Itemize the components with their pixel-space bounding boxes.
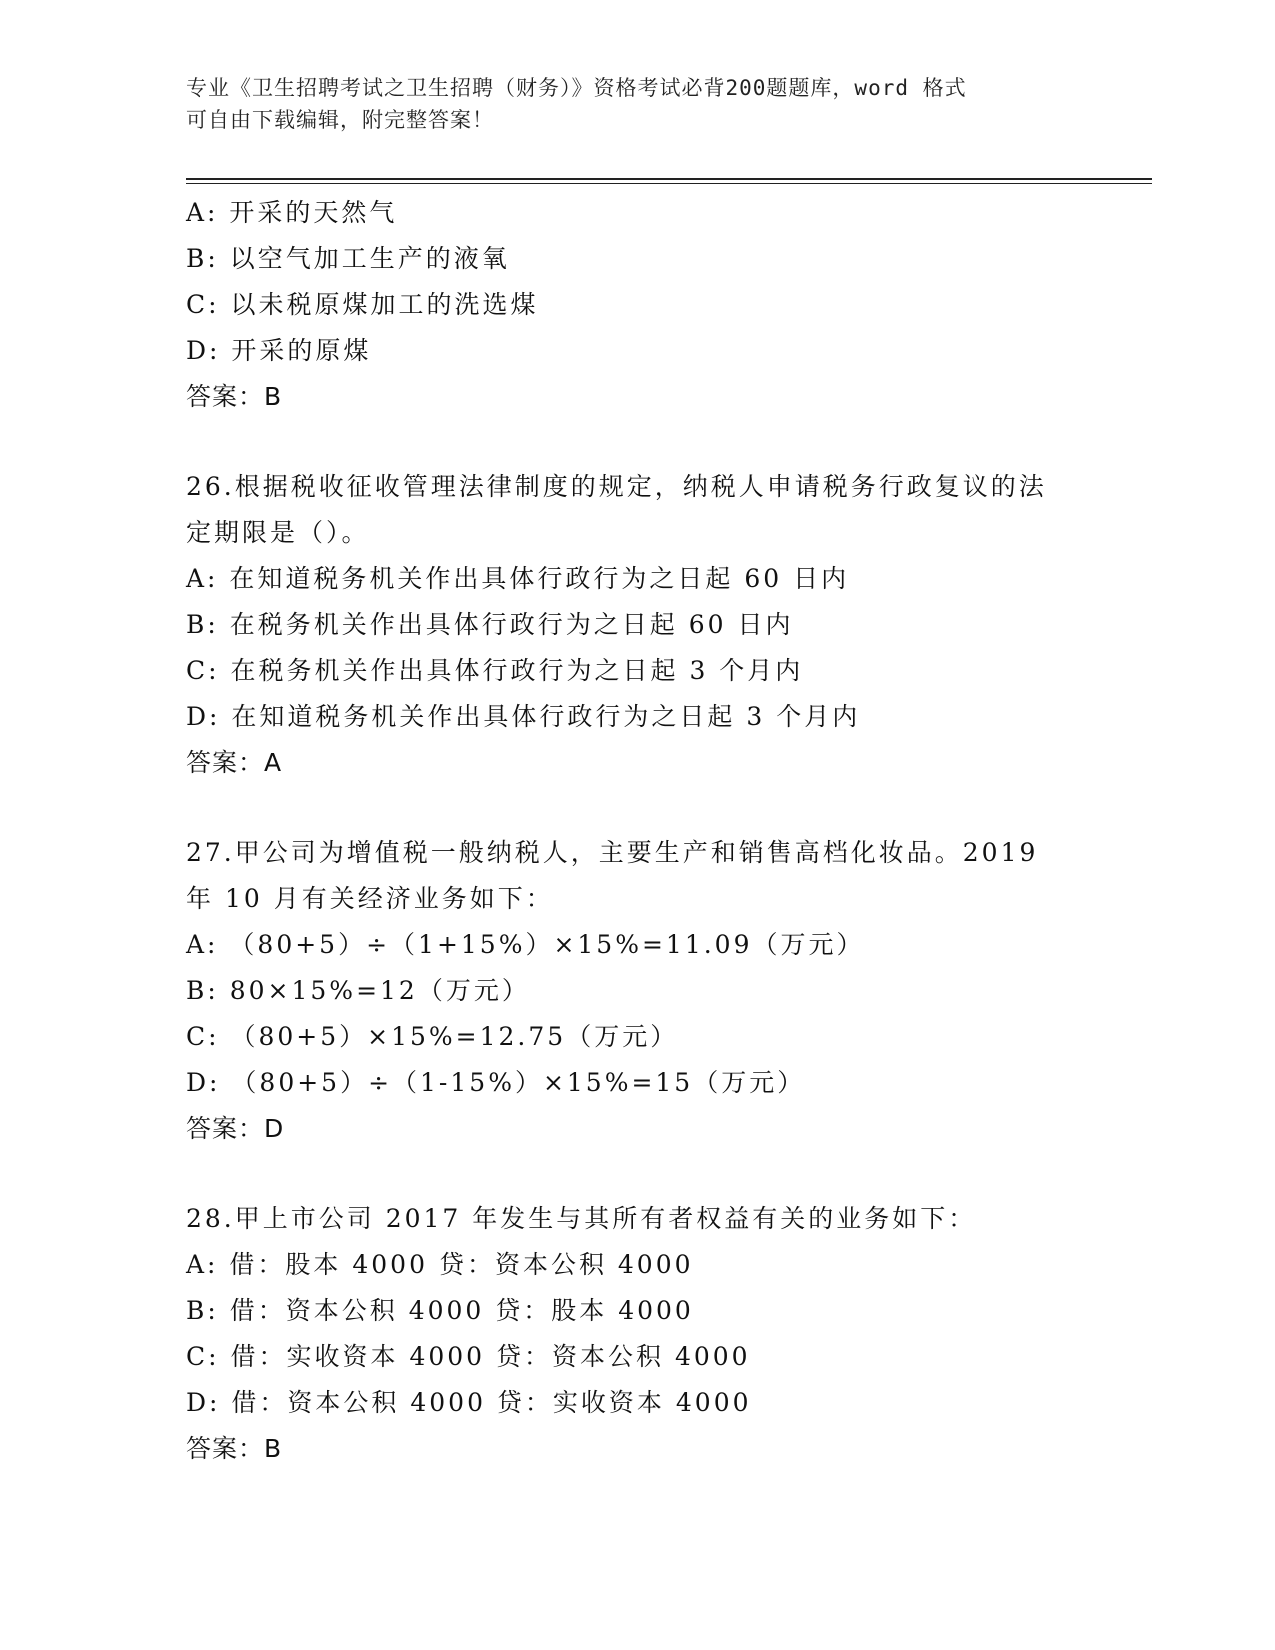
question-block	[186, 464, 1086, 786]
question-block	[186, 190, 1086, 420]
header-divider	[186, 178, 1152, 180]
option-d: D: 借：资本公积 4000 贷：实收资本 4000	[186, 1388, 752, 1417]
option-a: A: （80+5）÷（1+15%）×15%=11.09（万元）	[186, 930, 865, 959]
option-a: A: 在知道税务机关作出具体行政行为之日起 60 日内	[186, 564, 850, 593]
option-a: A: 借：股本 4000 贷：资本公积 4000	[186, 1250, 694, 1279]
spacer	[186, 1152, 1086, 1196]
option-b: B: 80×15%=12（万元）	[186, 976, 530, 1005]
answer-line: 答案：A	[186, 748, 283, 777]
spacer	[186, 786, 1086, 830]
question-block	[186, 830, 1086, 1152]
answer-line: 答案：B	[186, 382, 283, 411]
header-line-2: 可自由下载编辑，附完整答案！	[186, 108, 494, 132]
question-block	[186, 1196, 1086, 1472]
answer-line: 答案：B	[186, 1434, 283, 1463]
option-b: B: 借：资本公积 4000 贷：股本 4000	[186, 1296, 694, 1325]
option-c: C: （80+5）×15%=12.75（万元）	[186, 1022, 679, 1051]
spacer	[186, 420, 1086, 464]
question-text: 年 10 月有关经济业务如下：	[186, 884, 554, 913]
option-d: D: （80+5）÷（1-15%）×15%=15（万元）	[186, 1068, 806, 1097]
question-text: 26.根据税收征收管理法律制度的规定，纳税人申请税务行政复议的法	[186, 472, 1047, 501]
option-c: C: 以未税原煤加工的洗选煤	[186, 290, 539, 319]
question-text: 27.甲公司为增值税一般纳税人，主要生产和销售高档化妆品。2019	[186, 838, 1039, 867]
option-c: C: 借：实收资本 4000 贷：资本公积 4000	[186, 1342, 751, 1371]
question-list	[186, 190, 1086, 1472]
option-b: B: 以空气加工生产的液氧	[186, 244, 510, 273]
header-line-1: 专业《卫生招聘考试之卫生招聘（财务）》资格考试必背200题题库，word 格式	[186, 76, 967, 100]
option-d: D: 开采的原煤	[186, 336, 372, 365]
option-c: C: 在税务机关作出具体行政行为之日起 3 个月内	[186, 656, 804, 685]
document-header	[186, 72, 1086, 136]
question-text: 28.甲上市公司 2017 年发生与其所有者权益有关的业务如下：	[186, 1204, 977, 1233]
question-text: 定期限是（）。	[186, 518, 370, 547]
answer-line: 答案：D	[186, 1114, 285, 1143]
header-divider-thin	[186, 183, 1152, 184]
option-b: B: 在税务机关作出具体行政行为之日起 60 日内	[186, 610, 794, 639]
option-d: D: 在知道税务机关作出具体行政行为之日起 3 个月内	[186, 702, 861, 731]
option-a: A: 开采的天然气	[186, 198, 398, 227]
